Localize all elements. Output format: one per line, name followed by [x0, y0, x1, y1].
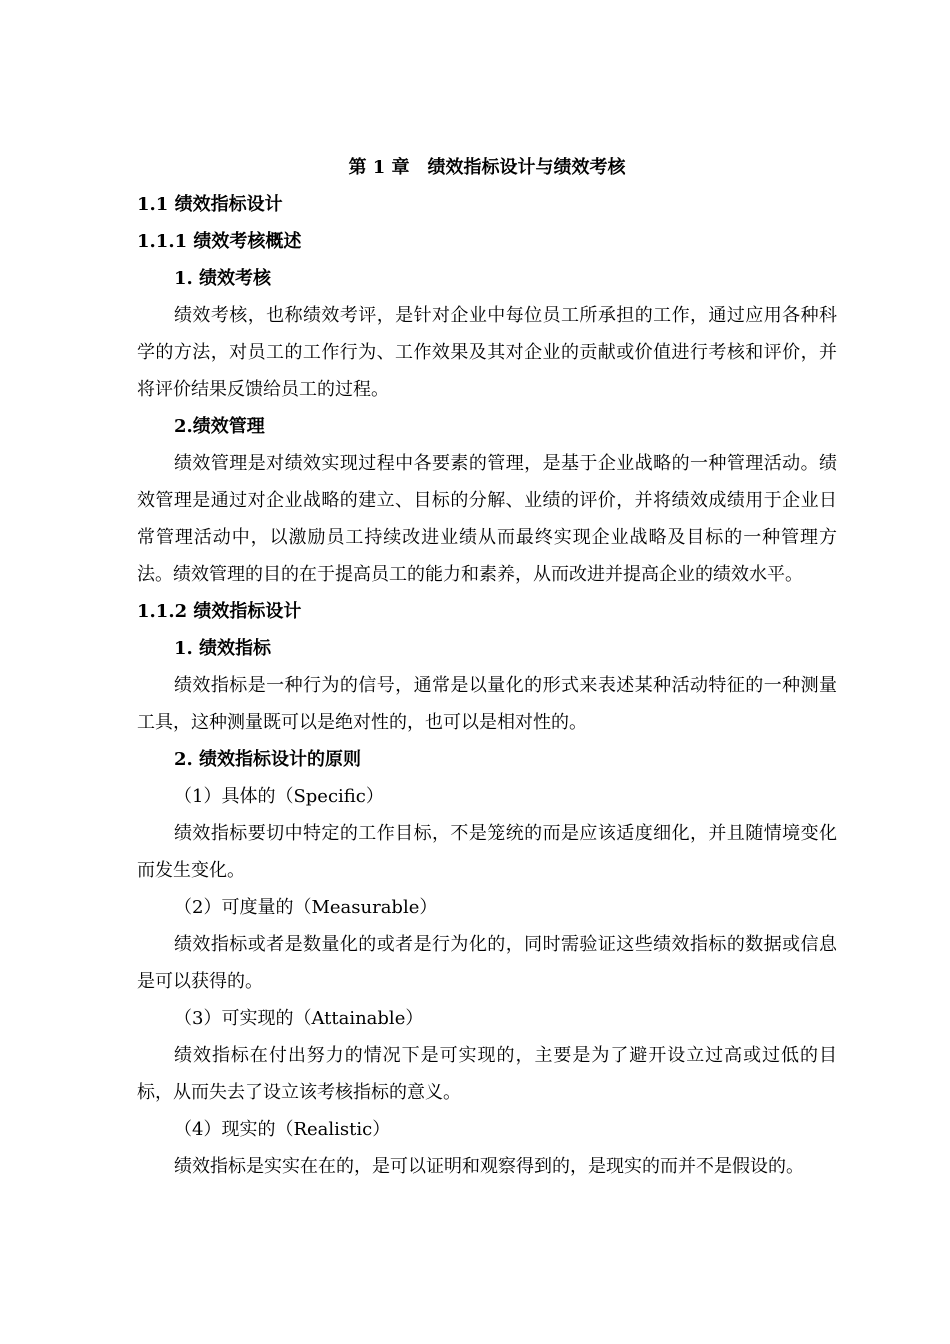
section-heading-1-1-1: 1.1.1 绩效考核概述: [137, 231, 302, 252]
subheading-performance-management: 2.绩效管理: [174, 416, 265, 437]
subheading-design-principles: 2. 绩效指标设计的原则: [174, 749, 362, 770]
section-heading-1-1-2: 1.1.2 绩效指标设计: [137, 601, 302, 622]
paragraph-performance-appraisal: 绩效考核，也称绩效考评，是针对企业中每位员工所承担的工作，通过应用各种科学的方法，对员工的工作行为、工作效果及其对企业的贡献或价值进行考核和评价，并将评价结果反馈给员工的过程。: [137, 305, 837, 400]
principle-title-specific: （1）具体的（Specific）: [174, 786, 384, 807]
principle-text-specific: 绩效指标要切中特定的工作目标，不是笼统的而是应该适度细化，并且随情境变化而发生变化。: [137, 823, 837, 881]
principle-text-measurable: 绩效指标或者是数量化的或者是行为化的，同时需验证这些绩效指标的数据或信息是可以获得的。: [137, 934, 837, 992]
principle-title-measurable: （2）可度量的（Measurable）: [174, 897, 438, 918]
principle-title-attainable: （3）可实现的（Attainable）: [174, 1008, 424, 1029]
subheading-performance-indicator: 1. 绩效指标: [174, 638, 272, 659]
paragraph-performance-management: 绩效管理是对绩效实现过程中各要素的管理，是基于企业战略的一种管理活动。绩效管理是通过对企业战略的建立、目标的分解、业绩的评价，并将绩效成绩用于企业日常管理活动中，以激励员工持续改进业绩从而最终实现企业战略及目标的一种管理方法。绩效管理的目的在于提高员工的能力和素养，从而改进并提高企业的绩效水平。: [137, 453, 837, 585]
document-page: [137, 150, 837, 1185]
principle-title-realistic: （4）现实的（Realistic）: [174, 1119, 391, 1140]
subheading-performance-appraisal: 1. 绩效考核: [174, 268, 272, 289]
principle-text-attainable: 绩效指标在付出努力的情况下是可实现的，主要是为了避开设立过高或过低的目标，从而失去了设立该考核指标的意义。: [137, 1045, 837, 1103]
principle-text-realistic: 绩效指标是实实在在的，是可以证明和观察得到的，是现实的而并不是假设的。: [174, 1156, 804, 1177]
chapter-title: 第 1 章 绩效指标设计与绩效考核: [348, 157, 626, 178]
section-heading-1-1: 1.1 绩效指标设计: [137, 194, 283, 215]
paragraph-performance-indicator: 绩效指标是一种行为的信号，通常是以量化的形式来表述某种活动特征的一种测量工具，这种测量既可以是绝对性的，也可以是相对性的。: [137, 675, 837, 733]
